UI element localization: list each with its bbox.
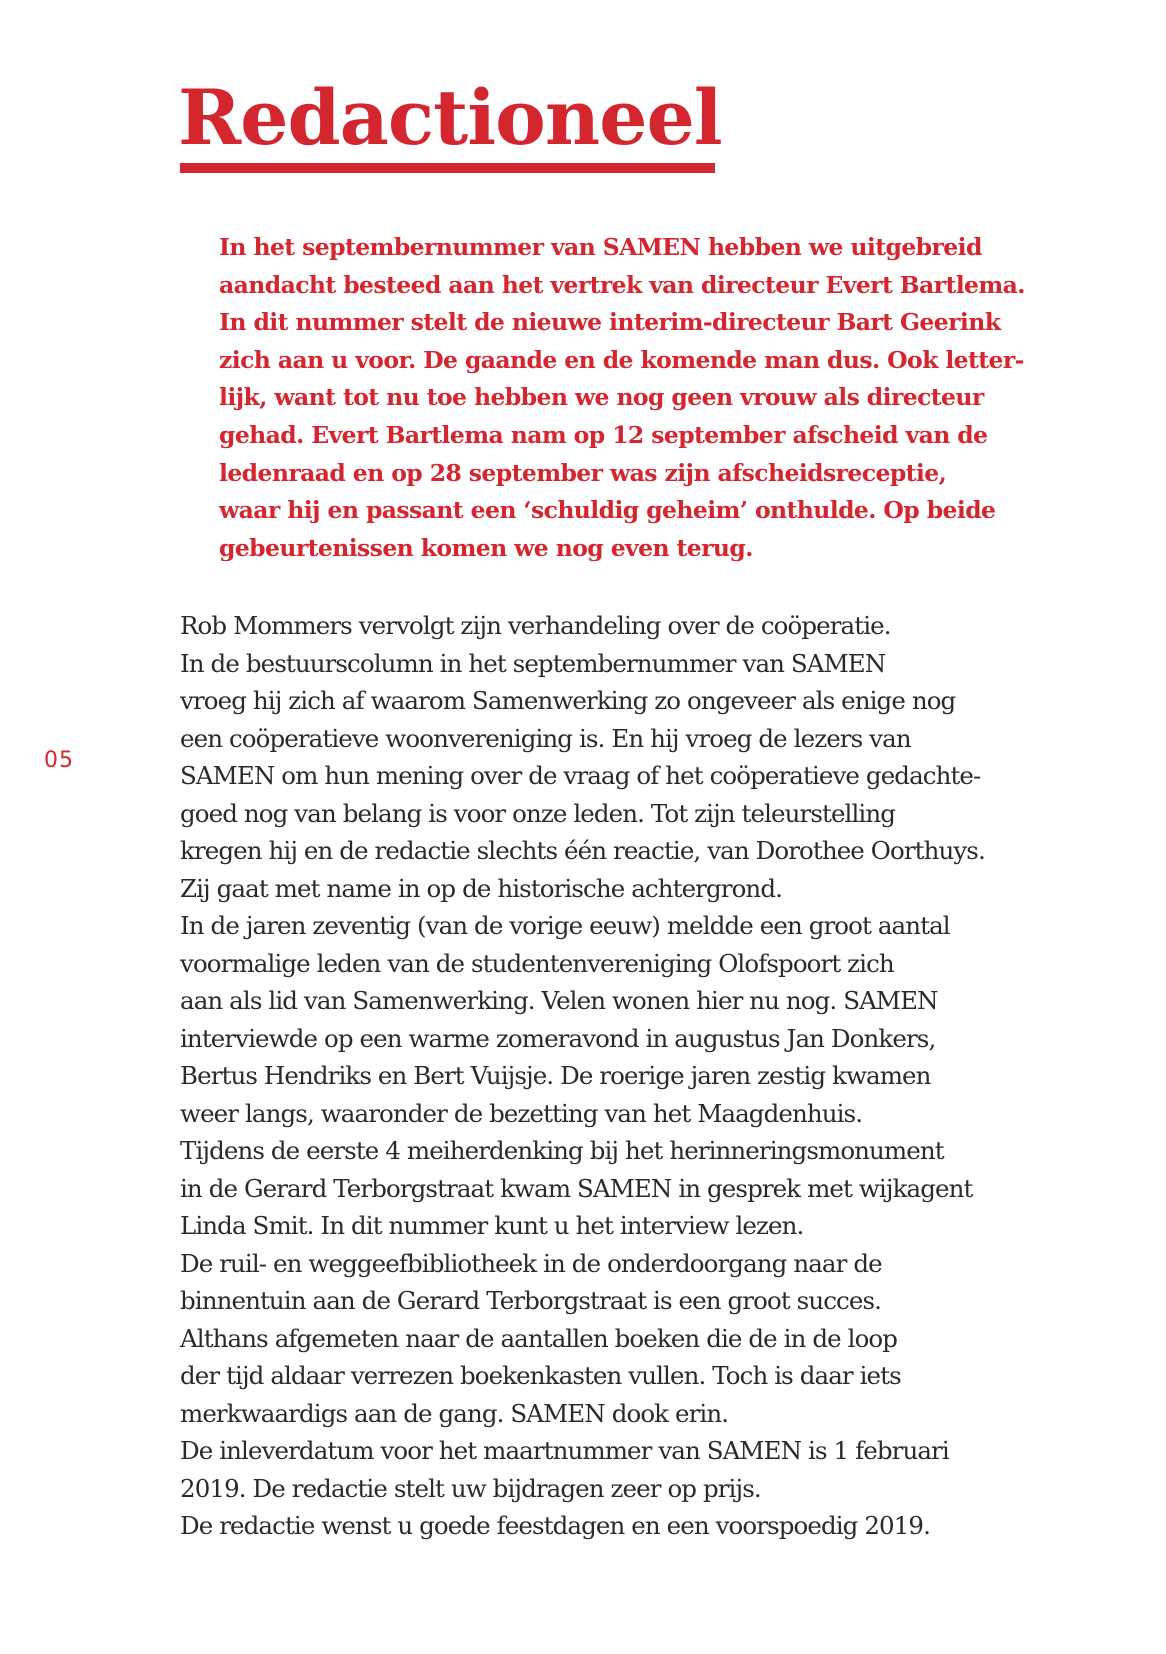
- body-line: Bertus Hendriks en Bert Vuijsje. De roerige jaren zestig kwamen: [180, 1061, 931, 1090]
- body-line: De redactie wenst u goede feestdagen en een voorspoedig 2019.: [180, 1511, 930, 1540]
- body-line: kregen hij en de redactie slechts één reactie, van Dorothee Oorthuys.: [180, 836, 985, 865]
- body-line: goed nog van belang is voor onze leden. Tot zijn teleurstelling: [180, 798, 896, 828]
- body-line: SAMEN om hun mening over de vraag of het coöperatieve gedachte-: [180, 761, 981, 790]
- body-line: merkwaardigs aan de gang. SAMEN dook erin.: [180, 1398, 729, 1428]
- intro-line: aandacht besteed aan het vertrek van directeur Evert Bartlema.: [219, 270, 1025, 299]
- body-line: De inleverdatum voor het maartnummer van SAMEN is 1 februari: [180, 1436, 949, 1465]
- body-line: interviewde op een warme zomeravond in augustus Jan Donkers,: [180, 1023, 936, 1053]
- body-line: in de Gerard Terborgstraat kwam SAMEN in gesprek met wijkagent: [180, 1173, 973, 1203]
- intro-line: gehad. Evert Bartlema nam op 12 september afscheid van de: [219, 420, 988, 449]
- intro-line: In dit nummer stelt de nieuwe interim-directeur Bart Geerink: [219, 308, 1001, 337]
- body-line: een coöperatieve woonvereniging is. En hij vroeg de lezers van: [180, 723, 911, 753]
- body-line: aan als lid van Samenwerking. Velen wonen hier nu nog. SAMEN: [180, 986, 938, 1015]
- title-underline: [180, 163, 715, 173]
- body-line: In de jaren zeventig (van de vorige eeuw) meldde een groot aantal: [180, 911, 950, 940]
- page-title: Redactioneel: [178, 73, 722, 162]
- intro-line: ledenraad en op 28 september was zijn afscheidsreceptie,: [219, 458, 947, 487]
- body-line: der tijd aldaar verrezen boekenkasten vullen. Toch is daar iets: [180, 1361, 901, 1390]
- intro-line: lijk, want tot nu toe hebben we nog geen vrouw als directeur: [219, 383, 984, 412]
- body-line: voormalige leden van de studentenvereniging Olofspoort zich: [180, 948, 894, 978]
- body-line: vroeg hij zich af waarom Samenwerking zo ongeveer als enige nog: [180, 686, 956, 715]
- intro-line: gebeurtenissen komen we nog even terug.: [219, 533, 753, 562]
- page-number: 05: [44, 748, 74, 773]
- body-line: De ruil- en weggeefbibliotheek in de onderdoorgang naar de: [180, 1248, 882, 1278]
- intro-paragraph: [219, 229, 1059, 567]
- intro-line: zich aan u voor. De gaande en de komende man dus. Ook letter-: [219, 345, 1024, 374]
- body-text: [180, 607, 1060, 1545]
- body-line: weer langs, waaronder de bezetting van het Maagdenhuis.: [180, 1098, 863, 1128]
- body-line: binnentuin aan de Gerard Terborgstraat is een groot succes.: [180, 1286, 882, 1315]
- intro-line: waar hij en passant een ‘schuldig geheim’ onthulde. Op beide: [219, 496, 996, 525]
- body-line: In de bestuurscolumn in het septembernummer van SAMEN: [180, 648, 886, 678]
- body-line: 2019. De redactie stelt uw bijdragen zeer op prijs.: [180, 1473, 761, 1503]
- body-line: Linda Smit. In dit nummer kunt u het interview lezen.: [180, 1211, 804, 1240]
- body-line: Althans afgemeten naar de aantallen boeken die de in de loop: [180, 1323, 898, 1353]
- body-line: Tijdens de eerste 4 meiherdenking bij het herinneringsmonument: [180, 1136, 944, 1165]
- body-line: Rob Mommers vervolgt zijn verhandeling over de coöperatie.: [180, 611, 891, 640]
- intro-line: In het septembernummer van SAMEN hebben we uitgebreid: [219, 233, 982, 261]
- body-line: Zij gaat met name in op de historische achtergrond.: [180, 873, 782, 903]
